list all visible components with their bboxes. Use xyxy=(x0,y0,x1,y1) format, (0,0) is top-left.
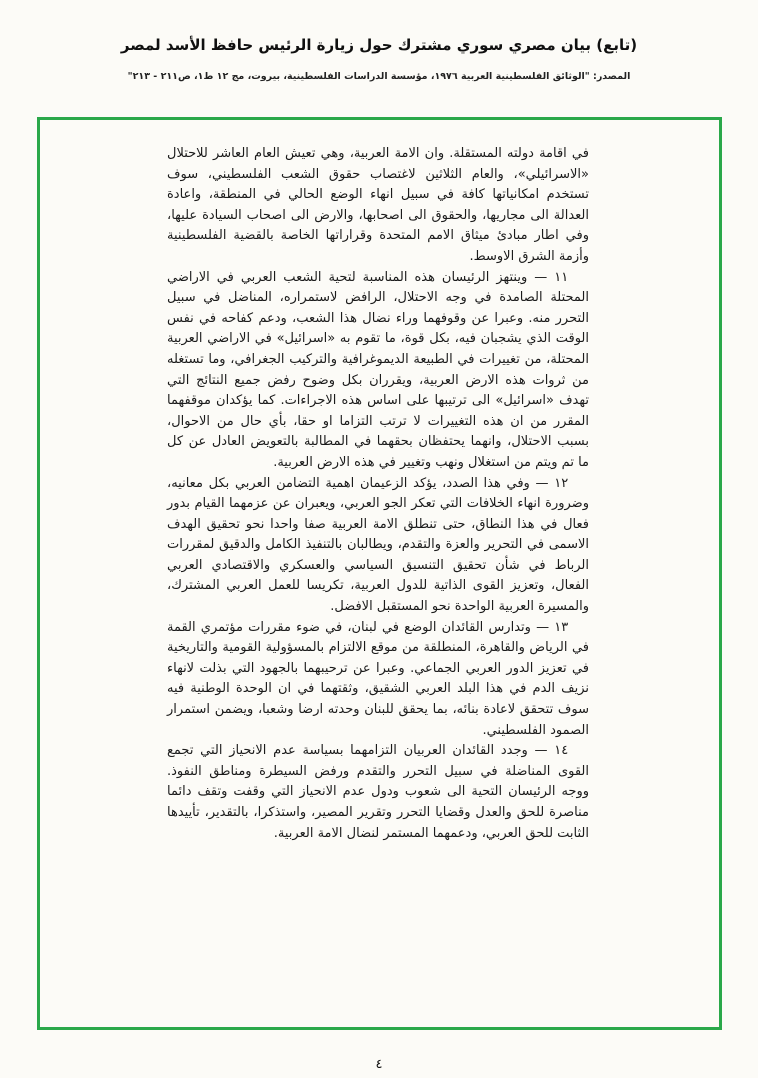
paragraph-13: ١٣ — وتدارس القائدان الوضع في لبنان، في ضوء مقررات مؤتمري القمة في الرياض والقاهرة، المنطلقة من موقع الالتزام بالمسؤولية القومية والتاريخية في تعزيز الدور العربي الجماعي. وعبرا عن ترحيبهما بالجهود التي بذلت لانهاء نزيف الدم في هذا البلد العربي الشقيق، وثقتهما في ان الوحدة الوطنية فيه سوف تتحقق لاعادة بنائه، بما يحقق للبنان وحدته ارضا وشعبا، ويضمن استمرار الصمود الفلسطيني. xyxy=(167,619,589,738)
text-frame xyxy=(37,117,722,1030)
paragraph-11: ١١ — وينتهز الرئيسان هذه المناسبة لتحية الشعب العربي في الاراضي المحتلة الصامدة في وجه الاحتلال، الرافض لاستمراره، المناضل في سبيل التحرر منه. وعبرا عن وقوفهما وراء نضال هذا الشعب، ودعم كفاحه في نفس الوقت الذي يشجبان فيه، بكل قوة، ما تقوم به «اسرائيل» في الاراضي العربية المحتلة، من تغييرات في الطبيعة الديموغرافية والتركيب الجغرافي، وما تستغله من ثروات هذه الارض العربية، ويقرران بكل وضوح رفض جميع النتائج التي تهدف «اسرائيل» الى ترتيبها على اساس هذه الاجراءات. كما يؤكدان موقفهما المقرر من ان هذه التغييرات لا ترتب التزاما او حقا، بأي حال من الاحوال، بسبب الاحتلال، وانهما يحتفظان بحقهما في المطالبة بالتعويض العادل عن كل ما تم ويتم من استغلال ونهب وتغيير في هذه الارض العربية. xyxy=(167,269,589,470)
source-line: المصدر: "الوثائق الفلسطينية العربية ١٩٧٦، مؤسسة الدراسات الفلسطينية، بيروت، مج ١٢ ط١، ص٢١١ - ٢١٣" xyxy=(127,71,631,82)
paragraph-continuation: في اقامة دولته المستقلة. وان الامة العربية، وهي تعيش العام العاشر للاحتلال «الاسرائيلي»، والعام الثلاثين لاغتصاب حقوق الشعب الفلسطيني، سوف تستخدم امكانياتها كافة في سبيل انهاء الوضع الحالي في المنطقة، واعادة العدالة الى مجاريها، والحقوق الى اصحابها، والارض الى اصحاب السيادة عليها، وفي اطار مبادئ ميثاق الامم المتحدة وقراراتها الخاصة بالقضية الفلسطينية وأزمة الشرق الاوسط. xyxy=(167,146,589,264)
document-header xyxy=(0,36,758,82)
body-text xyxy=(167,144,589,844)
document-title: (تابع) بيان مصري سوري مشترك حول زيارة الرئيس حافظ الأسد لمصر xyxy=(120,36,638,54)
paragraph-14: ١٤ — وجدد القائدان العربيان التزامهما بسياسة عدم الانحياز التي تجمع القوى المناضلة في سبيل التحرر والتقدم ورفض السيطرة ومناطق النفوذ. ووجه الرئيسان التحية الى شعوب ودول عدم الانحياز التي وقفت وتقف دائما مناصرة للحق والعدل وقضايا التحرر وتقرير المصير، واستذكرا، بالتقدير، تأييدها الثابت للحق العربي، ودعمهما المستمر لنضال الامة العربية. xyxy=(167,743,589,841)
page-number: ٤ xyxy=(375,1057,383,1072)
paragraph-12: ١٢ — وفي هذا الصدد، يؤكد الزعيمان اهمية التضامن العربي بكل معانيه، وضرورة انهاء الخلافات التي تعكر الجو العربي، ويعبران عن عزمهما القيام بدور فعال في هذا النطاق، حتى تنطلق الامة العربية صفا واحدا نحو تحقيق الهدف الاسمى في التحرير والعزة والتقدم، ويطالبان بالتنفيذ الكامل والدقيق لمقررات الرباط في شأن تحقيق التنسيق السياسي والعسكري والاقتصادي العربي الفعال، وتعزيز القوى الذاتية للدول العربية، تكريسا للعمل العربي المشترك، والمسيرة العربية الواحدة نحو المستقبل الافضل. xyxy=(167,475,589,615)
